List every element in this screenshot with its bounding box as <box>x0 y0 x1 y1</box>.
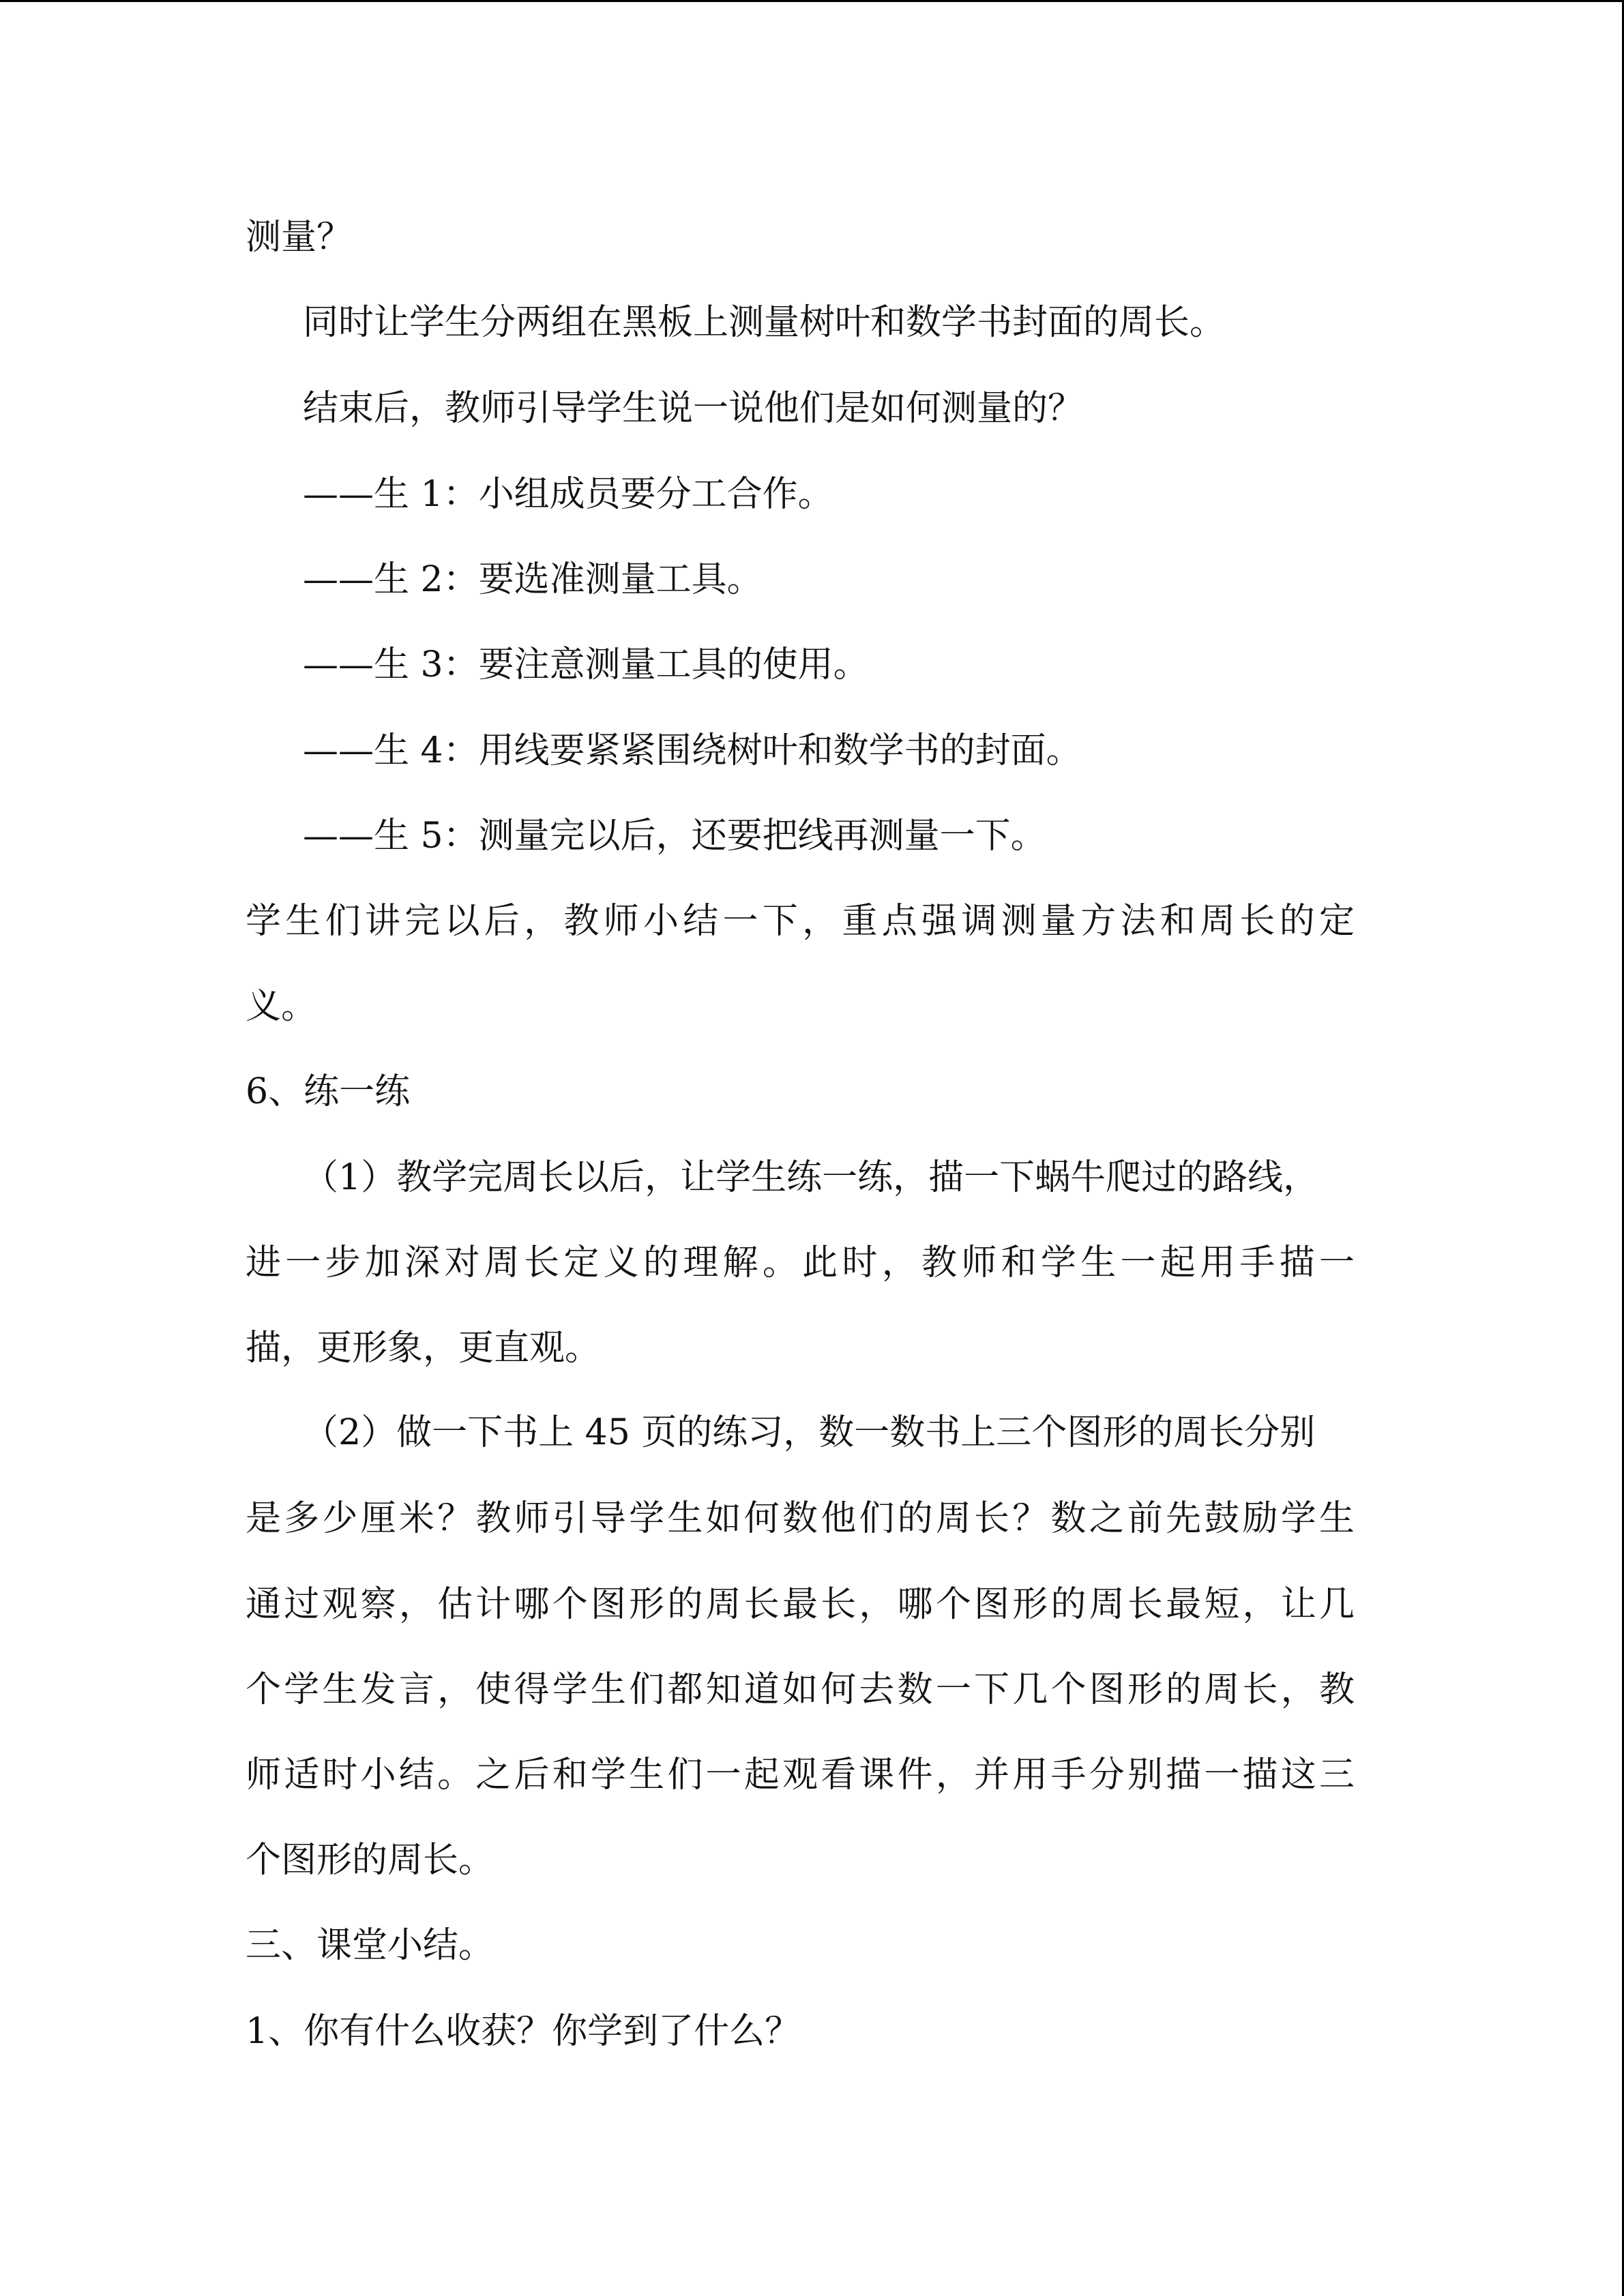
text-line-1: 测量？ <box>246 217 353 258</box>
text-line-16: 是多少厘米？教师引导学生如何数他们的周长？数之前先鼓励学生 <box>246 1498 1355 1539</box>
text-line-15: （2）做一下书上 45 页的练习，数一数书上三个图形的周长分别 <box>303 1412 1316 1453</box>
text-line-6: ——生 3：要注意测量工具的使用。 <box>303 644 869 685</box>
text-line-10: 义。 <box>246 986 317 1027</box>
page-top-border <box>0 0 1624 2</box>
text-line-20: 个图形的周长。 <box>246 1840 494 1881</box>
text-line-14: 描，更形象，更直观。 <box>246 1328 601 1369</box>
text-line-12: （1）教学完周长以后，让学生练一练，描一下蜗牛爬过的路线， <box>303 1157 1319 1198</box>
text-line-8: ——生 5：测量完以后，还要把线再测量一下。 <box>303 816 1046 856</box>
text-line-9: 学生们讲完以后，教师小结一下，重点强调测量方法和周长的定 <box>246 901 1355 942</box>
section-heading-summary: 三、课堂小结。 <box>246 1925 494 1966</box>
section-heading-practice: 6、练一练 <box>246 1071 411 1112</box>
text-line-18: 个学生发言，使得学生们都知道如何去数一下几个图形的周长，教 <box>246 1669 1355 1710</box>
text-line-19: 师适时小结。之后和学生们一起观看课件，并用手分别描一描这三 <box>246 1755 1355 1795</box>
text-line-22: 1、你有什么收获？你学到了什么？ <box>246 2011 801 2052</box>
text-line-13: 进一步加深对周长定义的理解。此时，教师和学生一起用手描一 <box>246 1242 1355 1283</box>
text-line-17: 通过观察，估计哪个图形的周长最长，哪个图形的周长最短，让几 <box>246 1584 1355 1625</box>
text-line-7: ——生 4：用线要紧紧围绕树叶和数学书的封面。 <box>303 730 1082 771</box>
text-line-5: ——生 2：要选准测量工具。 <box>303 559 763 600</box>
text-line-2: 同时让学生分两组在黑板上测量树叶和数学书封面的周长。 <box>303 302 1226 343</box>
text-line-3: 结束后，教师引导学生说一说他们是如何测量的？ <box>303 388 1084 429</box>
text-line-4: ——生 1：小组成员要分工合作。 <box>303 474 833 515</box>
